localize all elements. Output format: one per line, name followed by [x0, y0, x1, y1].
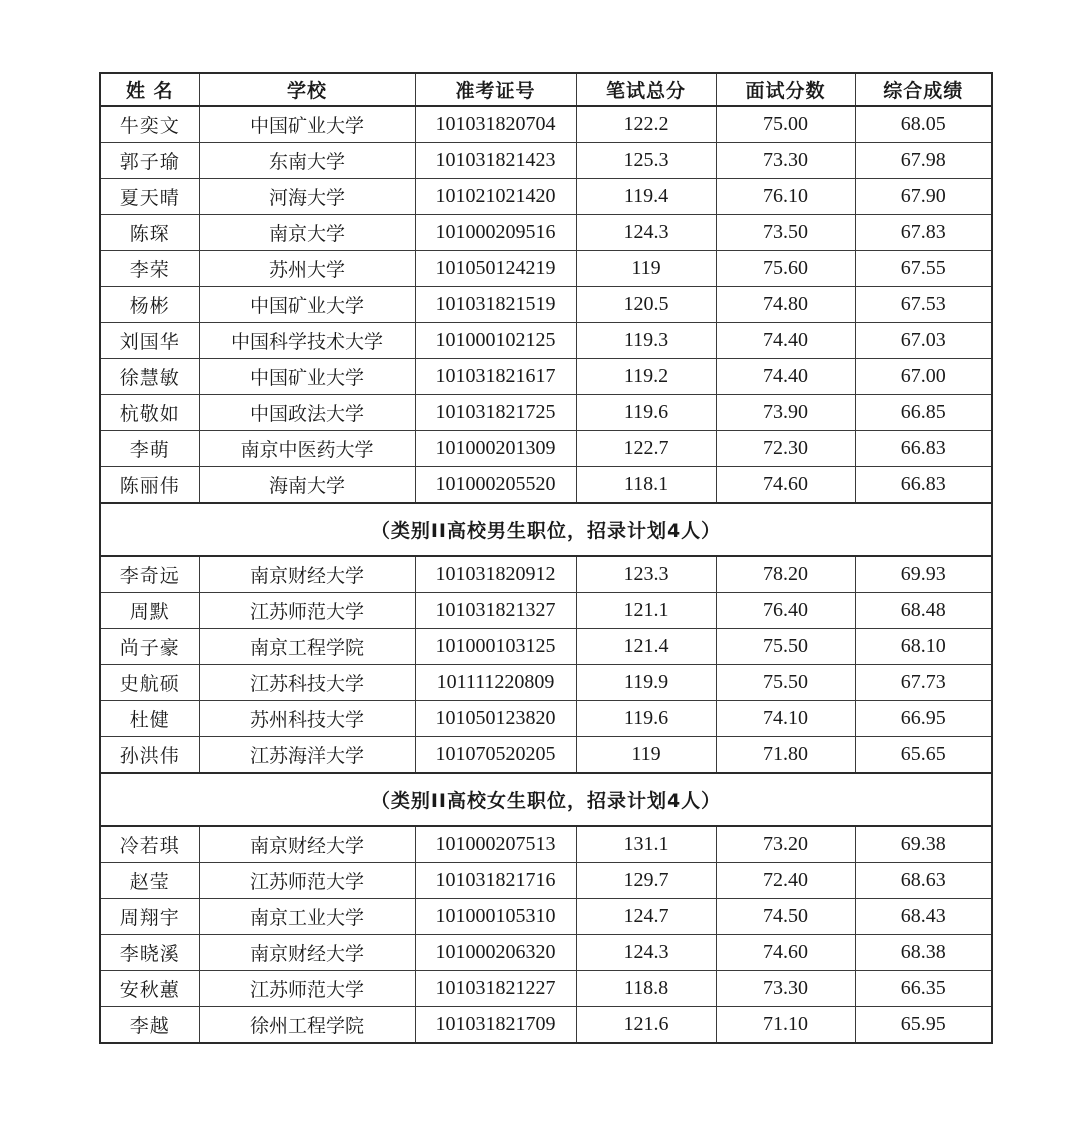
- table-row: [100, 556, 992, 593]
- table-row: [100, 935, 992, 971]
- name-cell: 冷若琪: [100, 826, 199, 863]
- total-score-cell: 67.55: [855, 251, 992, 287]
- interview-score-cell: 74.40: [716, 359, 855, 395]
- name-cell: 周默: [100, 593, 199, 629]
- interview-score-cell: 74.80: [716, 287, 855, 323]
- total-score-cell: 67.83: [855, 215, 992, 251]
- name-cell: 郭子瑜: [100, 143, 199, 179]
- interview-score-cell: 72.30: [716, 431, 855, 467]
- exam-id-cell: 101050123820: [415, 701, 576, 737]
- table-row: [100, 701, 992, 737]
- written-score-cell: 125.3: [576, 143, 716, 179]
- total-score-cell: 68.63: [855, 863, 992, 899]
- exam-id-cell: 101021021420: [415, 179, 576, 215]
- table-row: [100, 1007, 992, 1044]
- table-row: [100, 431, 992, 467]
- name-cell: 尚子豪: [100, 629, 199, 665]
- total-score-cell: 67.03: [855, 323, 992, 359]
- school-cell: 南京财经大学: [199, 935, 415, 971]
- total-score-cell: 68.10: [855, 629, 992, 665]
- written-score-cell: 118.8: [576, 971, 716, 1007]
- interview-score-cell: 74.10: [716, 701, 855, 737]
- total-score-cell: 69.93: [855, 556, 992, 593]
- table-row: [100, 395, 992, 431]
- exam-id-cell: 101111220809: [415, 665, 576, 701]
- name-cell: 李荣: [100, 251, 199, 287]
- exam-id-cell: 101031820912: [415, 556, 576, 593]
- written-score-cell: 118.1: [576, 467, 716, 504]
- school-cell: 南京财经大学: [199, 556, 415, 593]
- exam-id-cell: 101031821519: [415, 287, 576, 323]
- school-cell: 江苏师范大学: [199, 971, 415, 1007]
- exam-id-cell: 101070520205: [415, 737, 576, 774]
- total-score-cell: 66.85: [855, 395, 992, 431]
- exam-id-cell: 101031821227: [415, 971, 576, 1007]
- written-score-cell: 119.6: [576, 701, 716, 737]
- total-score-cell: 67.98: [855, 143, 992, 179]
- school-cell: 江苏师范大学: [199, 863, 415, 899]
- written-score-cell: 119.2: [576, 359, 716, 395]
- name-cell: 陈丽伟: [100, 467, 199, 504]
- name-cell: 杜健: [100, 701, 199, 737]
- school-cell: 苏州科技大学: [199, 701, 415, 737]
- name-cell: 李奇远: [100, 556, 199, 593]
- total-score-cell: 69.38: [855, 826, 992, 863]
- school-cell: 南京工业大学: [199, 899, 415, 935]
- school-cell: 海南大学: [199, 467, 415, 504]
- exam-id-cell: 101031821716: [415, 863, 576, 899]
- exam-id-cell: 101050124219: [415, 251, 576, 287]
- exam-id-cell: 101031820704: [415, 106, 576, 143]
- written-score-cell: 122.2: [576, 106, 716, 143]
- name-cell: 赵莹: [100, 863, 199, 899]
- written-score-cell: 121.1: [576, 593, 716, 629]
- school-cell: 中国政法大学: [199, 395, 415, 431]
- exam-id-cell: 101031821725: [415, 395, 576, 431]
- table-row: [100, 323, 992, 359]
- interview-score-cell: 74.60: [716, 467, 855, 504]
- exam-id-cell: 101031821423: [415, 143, 576, 179]
- exam-id-cell: 101031821327: [415, 593, 576, 629]
- school-cell: 中国矿业大学: [199, 287, 415, 323]
- exam-id-cell: 101000201309: [415, 431, 576, 467]
- header-row: [100, 73, 992, 106]
- written-score-cell: 121.4: [576, 629, 716, 665]
- table-row: [100, 143, 992, 179]
- total-score-cell: 67.73: [855, 665, 992, 701]
- table-row: [100, 467, 992, 504]
- written-score-cell: 119: [576, 737, 716, 774]
- header-school: 学校: [199, 73, 415, 106]
- total-score-cell: 67.00: [855, 359, 992, 395]
- section-heading-row: [100, 773, 992, 826]
- school-cell: 江苏师范大学: [199, 593, 415, 629]
- name-cell: 周翔宇: [100, 899, 199, 935]
- written-score-cell: 124.3: [576, 215, 716, 251]
- interview-score-cell: 71.80: [716, 737, 855, 774]
- header-interview-score: 面试分数: [716, 73, 855, 106]
- written-score-cell: 119.9: [576, 665, 716, 701]
- written-score-cell: 129.7: [576, 863, 716, 899]
- written-score-cell: 124.3: [576, 935, 716, 971]
- school-cell: 南京大学: [199, 215, 415, 251]
- written-score-cell: 120.5: [576, 287, 716, 323]
- table-row: [100, 629, 992, 665]
- total-score-cell: 67.90: [855, 179, 992, 215]
- name-cell: 刘国华: [100, 323, 199, 359]
- school-cell: 中国矿业大学: [199, 359, 415, 395]
- interview-score-cell: 76.10: [716, 179, 855, 215]
- table-row: [100, 863, 992, 899]
- interview-score-cell: 74.60: [716, 935, 855, 971]
- interview-score-cell: 73.30: [716, 971, 855, 1007]
- interview-score-cell: 75.00: [716, 106, 855, 143]
- header-total-score: 综合成绩: [855, 73, 992, 106]
- school-cell: 南京工程学院: [199, 629, 415, 665]
- written-score-cell: 119.6: [576, 395, 716, 431]
- name-cell: 安秋蕙: [100, 971, 199, 1007]
- interview-score-cell: 76.40: [716, 593, 855, 629]
- school-cell: 中国矿业大学: [199, 106, 415, 143]
- table-row: [100, 251, 992, 287]
- interview-score-cell: 73.30: [716, 143, 855, 179]
- interview-score-cell: 72.40: [716, 863, 855, 899]
- header-name: 姓 名: [100, 73, 199, 106]
- total-score-cell: 65.95: [855, 1007, 992, 1044]
- interview-score-cell: 73.90: [716, 395, 855, 431]
- interview-score-cell: 75.50: [716, 629, 855, 665]
- name-cell: 陈琛: [100, 215, 199, 251]
- name-cell: 杨彬: [100, 287, 199, 323]
- name-cell: 牛奕文: [100, 106, 199, 143]
- interview-score-cell: 75.50: [716, 665, 855, 701]
- exam-id-cell: 101000102125: [415, 323, 576, 359]
- table-row: [100, 359, 992, 395]
- table-row: [100, 971, 992, 1007]
- school-cell: 南京中医药大学: [199, 431, 415, 467]
- exam-id-cell: 101000206320: [415, 935, 576, 971]
- section-heading-row: [100, 503, 992, 556]
- table-row: [100, 287, 992, 323]
- total-score-cell: 66.83: [855, 467, 992, 504]
- total-score-cell: 67.53: [855, 287, 992, 323]
- exam-id-cell: 101031821709: [415, 1007, 576, 1044]
- interview-score-cell: 73.20: [716, 826, 855, 863]
- table-row: [100, 593, 992, 629]
- header-written-score: 笔试总分: [576, 73, 716, 106]
- school-cell: 东南大学: [199, 143, 415, 179]
- table-header: [100, 73, 992, 106]
- score-sheet: [99, 72, 991, 1044]
- total-score-cell: 68.48: [855, 593, 992, 629]
- total-score-cell: 66.83: [855, 431, 992, 467]
- total-score-cell: 65.65: [855, 737, 992, 774]
- school-cell: 中国科学技术大学: [199, 323, 415, 359]
- name-cell: 徐慧敏: [100, 359, 199, 395]
- exam-id-cell: 101000105310: [415, 899, 576, 935]
- total-score-cell: 68.05: [855, 106, 992, 143]
- name-cell: 夏天晴: [100, 179, 199, 215]
- interview-score-cell: 71.10: [716, 1007, 855, 1044]
- total-score-cell: 68.38: [855, 935, 992, 971]
- written-score-cell: 119: [576, 251, 716, 287]
- name-cell: 李萌: [100, 431, 199, 467]
- school-cell: 苏州大学: [199, 251, 415, 287]
- interview-score-cell: 74.40: [716, 323, 855, 359]
- name-cell: 杭敬如: [100, 395, 199, 431]
- table-body: [100, 106, 992, 1043]
- total-score-cell: 66.35: [855, 971, 992, 1007]
- scores-table: [99, 72, 993, 1044]
- table-row: [100, 826, 992, 863]
- exam-id-cell: 101000205520: [415, 467, 576, 504]
- school-cell: 南京财经大学: [199, 826, 415, 863]
- exam-id-cell: 101000207513: [415, 826, 576, 863]
- written-score-cell: 121.6: [576, 1007, 716, 1044]
- table-row: [100, 179, 992, 215]
- exam-id-cell: 101031821617: [415, 359, 576, 395]
- section-heading: （类别II高校女生职位，招录计划4人）: [100, 773, 992, 826]
- exam-id-cell: 101000103125: [415, 629, 576, 665]
- interview-score-cell: 78.20: [716, 556, 855, 593]
- written-score-cell: 119.4: [576, 179, 716, 215]
- table-row: [100, 106, 992, 143]
- table-row: [100, 215, 992, 251]
- table-row: [100, 737, 992, 774]
- interview-score-cell: 74.50: [716, 899, 855, 935]
- interview-score-cell: 73.50: [716, 215, 855, 251]
- written-score-cell: 122.7: [576, 431, 716, 467]
- school-cell: 徐州工程学院: [199, 1007, 415, 1044]
- total-score-cell: 68.43: [855, 899, 992, 935]
- school-cell: 江苏科技大学: [199, 665, 415, 701]
- written-score-cell: 124.7: [576, 899, 716, 935]
- section-heading: （类别II高校男生职位，招录计划4人）: [100, 503, 992, 556]
- name-cell: 孙洪伟: [100, 737, 199, 774]
- table-row: [100, 899, 992, 935]
- written-score-cell: 119.3: [576, 323, 716, 359]
- total-score-cell: 66.95: [855, 701, 992, 737]
- written-score-cell: 123.3: [576, 556, 716, 593]
- written-score-cell: 131.1: [576, 826, 716, 863]
- table-row: [100, 665, 992, 701]
- interview-score-cell: 75.60: [716, 251, 855, 287]
- name-cell: 李越: [100, 1007, 199, 1044]
- school-cell: 江苏海洋大学: [199, 737, 415, 774]
- school-cell: 河海大学: [199, 179, 415, 215]
- name-cell: 史航硕: [100, 665, 199, 701]
- exam-id-cell: 101000209516: [415, 215, 576, 251]
- name-cell: 李晓溪: [100, 935, 199, 971]
- header-exam-id: 准考证号: [415, 73, 576, 106]
